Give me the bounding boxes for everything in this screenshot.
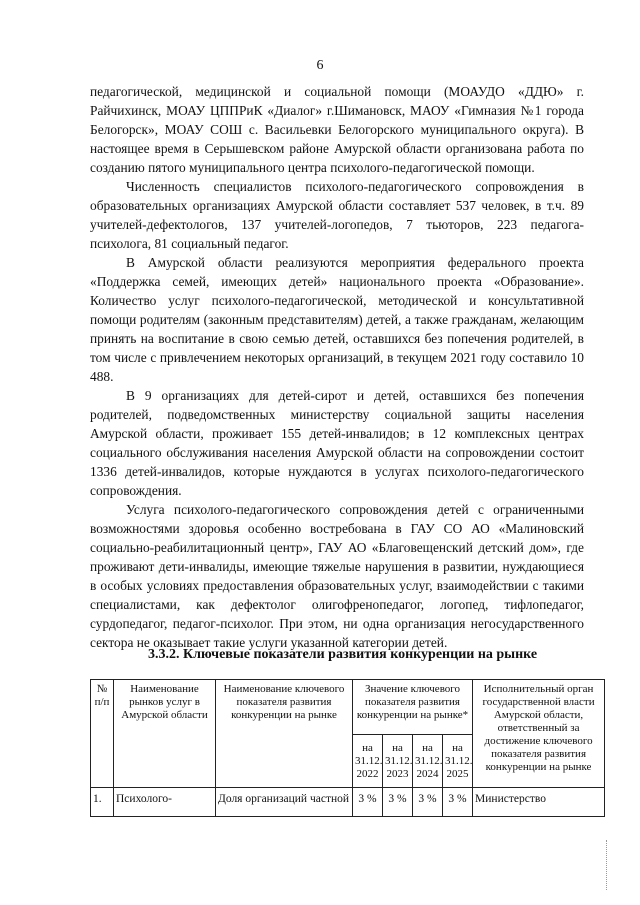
section-title: 3.3.2. Ключевые показатели развития конкуренции на рынке [148, 647, 538, 662]
table-row [91, 788, 605, 817]
header-value: Значение ключевого показателя развития конкуренции на рынке* [353, 680, 473, 735]
document-body [90, 82, 584, 652]
header-year: на 31.12. 2024 [413, 735, 443, 788]
header-year: на 31.12. 2023 [383, 735, 413, 788]
paragraph: В Амурской области реализуются мероприятия федерального проекта «Поддержка семей, имеющих детей» национального проекта «Образование». Количество услуг психолого-педагогической, методической и консультативной помощи родителям (законным представителям) детей, а также гражданам, желающим принять на воспитание в свою семью детей, оставшихся без попечения родителей, в том числе с привлечением некоторых организаций, в текущем 2021 году составило 10 488. [90, 255, 584, 384]
cell-value: 3 % [413, 788, 443, 817]
cell-market: Психолого- [114, 788, 216, 817]
cell-value: 3 % [383, 788, 413, 817]
cell-indicator: Доля организаций частной [216, 788, 353, 817]
page-number: 6 [316, 58, 324, 73]
paragraph: Услуга психолого-педагогического сопровождения детей с ограниченными возможностями здоровья особенно востребована в ГАУ СО АО «Малиновский социально-реабилитационный центр», ГАУ АО «Благовещенский детский дом», где проживают дети-инвалиды, имеющие тяжелые нарушения в развитии, нуждающиеся в особых условиях предоставления образовательных услуг, взаимодействии с такими специалистами, как дефектолог олигофренопедагог, логопед, тифлопедагог, сурдопедагог, педагог-психолог. При этом, ни одна организация негосударственного сектора не оказывает такие услуги указанной категории детей. [90, 502, 584, 650]
header-authority: Исполнительный орган государственной власти Амурской области, ответственный за достижение ключевого показателя развития конкуренции на рынке [473, 680, 605, 788]
cell-authority: Министерство [473, 788, 605, 817]
header-year: на 31.12. 2022 [353, 735, 383, 788]
cell-value: 3 % [353, 788, 383, 817]
paragraph: педагогической, медицинской и социальной помощи (МОАУДО «ДДЮ» г. Райчихинск, МОАУ ЦППРиК «Диалог» г.Шимановск, МАОУ «Гимназия №1 города Белогорск», МОАУ СОШ с. Васильевки Белогорского муниципального округа). В настоящее время в Серышевском районе Амурской области организована работа по созданию пятого муниципального центра психолого-педагогической помощи. [90, 84, 584, 175]
cell-num: 1. [91, 788, 114, 817]
header-num: № п/п [91, 680, 114, 788]
header-year: на 31.12. 2025 [443, 735, 473, 788]
paragraph: В 9 организациях для детей-сирот и детей, оставшихся без попечения родителей, подведомственных министерству социальной защиты населения Амурской области, проживает 155 детей-инвалидов; в 12 комплексных центрах социального обслуживания населения Амурской области на сопровождении состоит 1336 детей-инвалидов, которые нуждаются в услугах психолого-педагогического сопровождения. [90, 388, 584, 498]
paragraph: Численность специалистов психолого-педагогического сопровождения в образовательных организациях Амурской области составляет 537 человек, в т.ч. 89 учителей-дефектологов, 137 учителей-логопедов, 7 тьюторов, 223 педагога-психолога, 81 социальный педагог. [90, 179, 584, 251]
cell-value: 3 % [443, 788, 473, 817]
kpi-table [90, 679, 605, 817]
header-market: Наименование рынков услуг в Амурской области [114, 680, 216, 788]
scan-edge-mark [606, 840, 609, 890]
header-indicator: Наименование ключевого показателя развития конкуренции на рынке [216, 680, 353, 788]
